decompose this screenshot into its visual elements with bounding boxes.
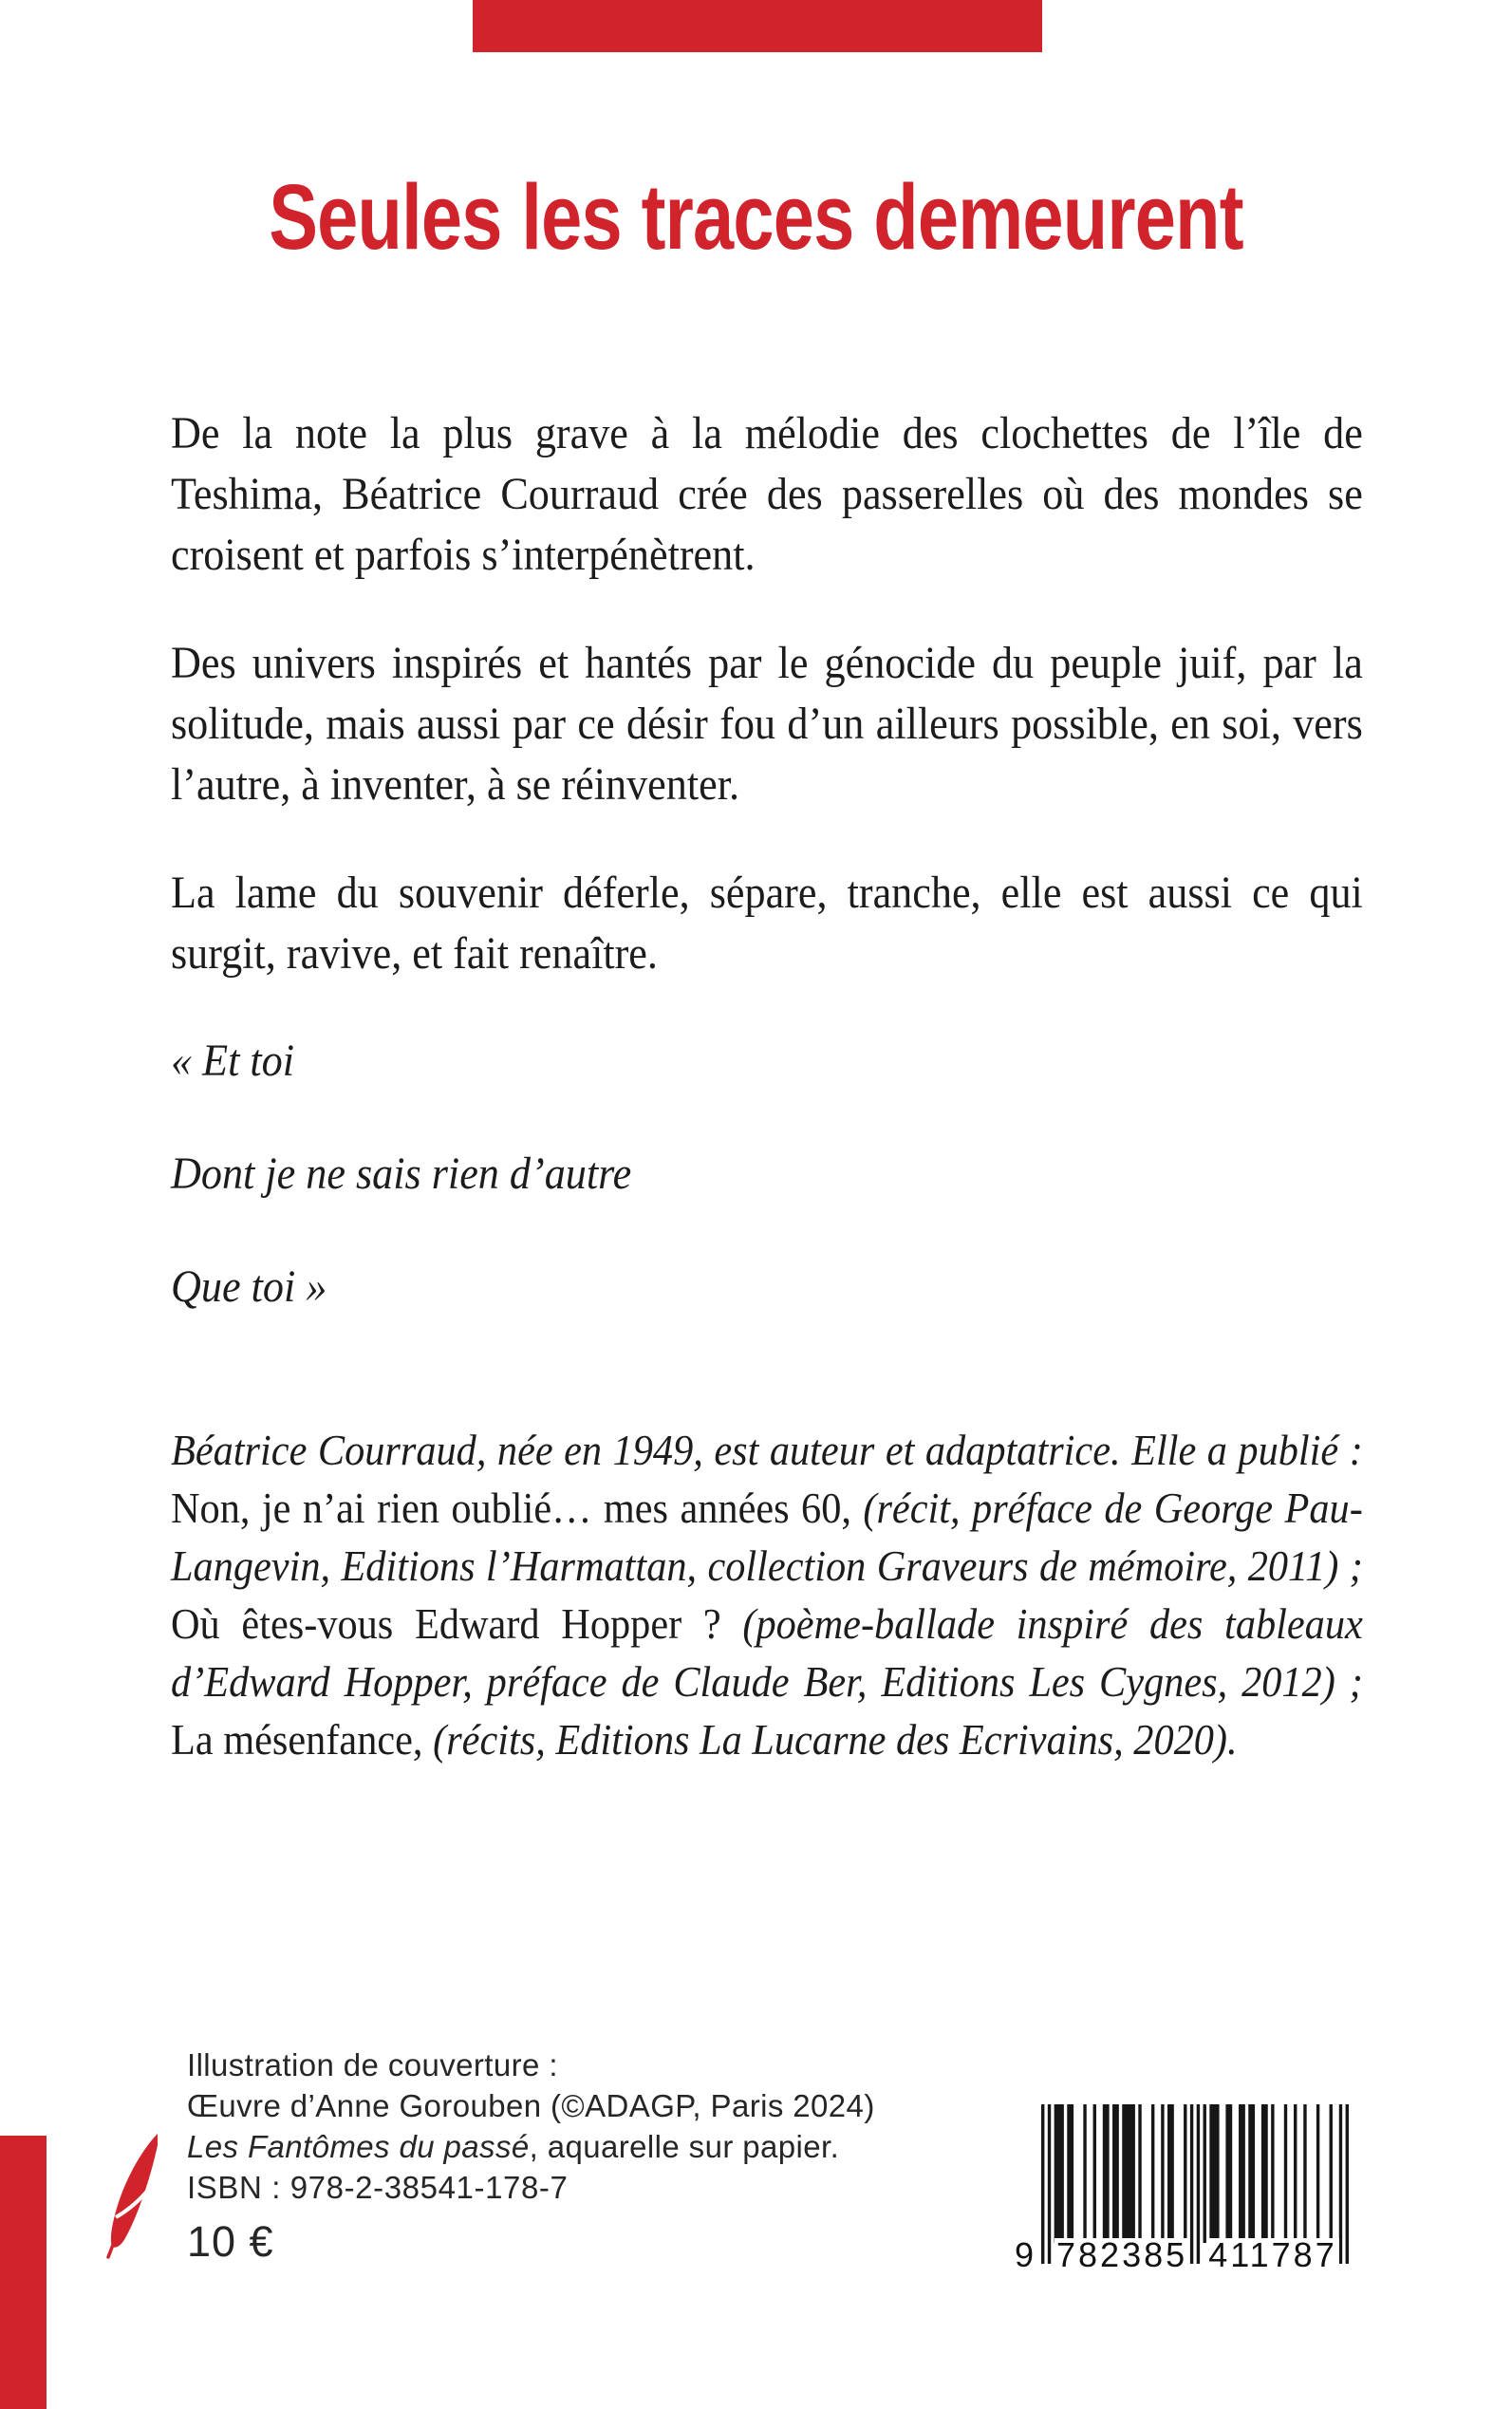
- bio-segment-book-title: La mésenfance,: [171, 1715, 434, 1764]
- top-red-banner: [473, 0, 1042, 52]
- cover-credit-heading: Illustration de couverture :: [187, 2047, 558, 2082]
- bio-segment: (poème-ballade inspiré des tableaux d’Edward Hopper, préface de Claude Ber, Editions Les Cygnes, 2012) ;: [171, 1599, 1363, 1706]
- bio-segment: (récit, préface de George Pau-Langevin, Editions l’Harmattan, collection Graveurs de mémoire, 2011) ;: [171, 1484, 1363, 1590]
- bio-segment: (récits, Editions La Lucarne des Ecrivains, 2020).: [433, 1715, 1238, 1764]
- spine-red-bar: [0, 2136, 47, 2409]
- cover-credit-artist: Œuvre d’Anne Gorouben (©ADAGP, Paris 2024): [187, 2088, 875, 2123]
- artwork-medium: , aquarelle sur papier.: [529, 2129, 840, 2164]
- barcode-digit-group2: 411787: [1206, 2238, 1339, 2272]
- book-title: Seules les traces demeurent: [269, 165, 1243, 269]
- author-bio: [171, 1421, 1363, 1768]
- bio-segment: Béatrice Courraud, née en 1949, est auteur et adaptatrice. Elle a publié :: [171, 1426, 1363, 1474]
- ean13-barcode: [1014, 2104, 1349, 2281]
- bio-segment-book-title: Non, je n’ai rien oublié… mes années 60,: [171, 1484, 864, 1532]
- poem-quote: [171, 1031, 1363, 1317]
- quote-line-3: Que toi »: [171, 1261, 327, 1312]
- barcode-digit-first: 9: [999, 2238, 1034, 2272]
- price-text: 10 €: [187, 2217, 274, 2266]
- quote-line-2: Dont je ne sais rien d’autre: [171, 1148, 632, 1199]
- synopsis-paragraph-2: Des univers inspirés et hantés par le génocide du peuple juif, par la solitude, mais aussi par ce désir fou d’un ailleurs possible, en soi, vers l’autre, à inventer, à se réinventer.: [171, 638, 1363, 810]
- cover-credits-block: [187, 2045, 875, 2269]
- quote-line-1: « Et toi: [171, 1036, 295, 1086]
- bio-segment-book-title: Où êtes-vous Edward Hopper ?: [171, 1599, 743, 1648]
- back-cover-text-column: [171, 403, 1363, 1768]
- publisher-feather-icon: [105, 2132, 164, 2259]
- cover-credit-artwork: [187, 2126, 875, 2167]
- artwork-title: Les Fantômes du passé: [187, 2129, 530, 2164]
- synopsis-paragraph-3: La lame du souvenir déferle, sépare, tranche, elle est aussi ce qui surgit, ravive, et fait renaître.: [171, 868, 1363, 979]
- barcode-digit-group1: 782385: [1056, 2235, 1188, 2274]
- isbn-text: ISBN : 978-2-38541-178-7: [187, 2170, 569, 2205]
- synopsis-paragraph-1: De la note la plus grave à la mélodie des clochettes de l’île de Teshima, Béatrice Courraud crée des passerelles où des mondes se croisent et parfois s’interpénètrent.: [171, 408, 1363, 580]
